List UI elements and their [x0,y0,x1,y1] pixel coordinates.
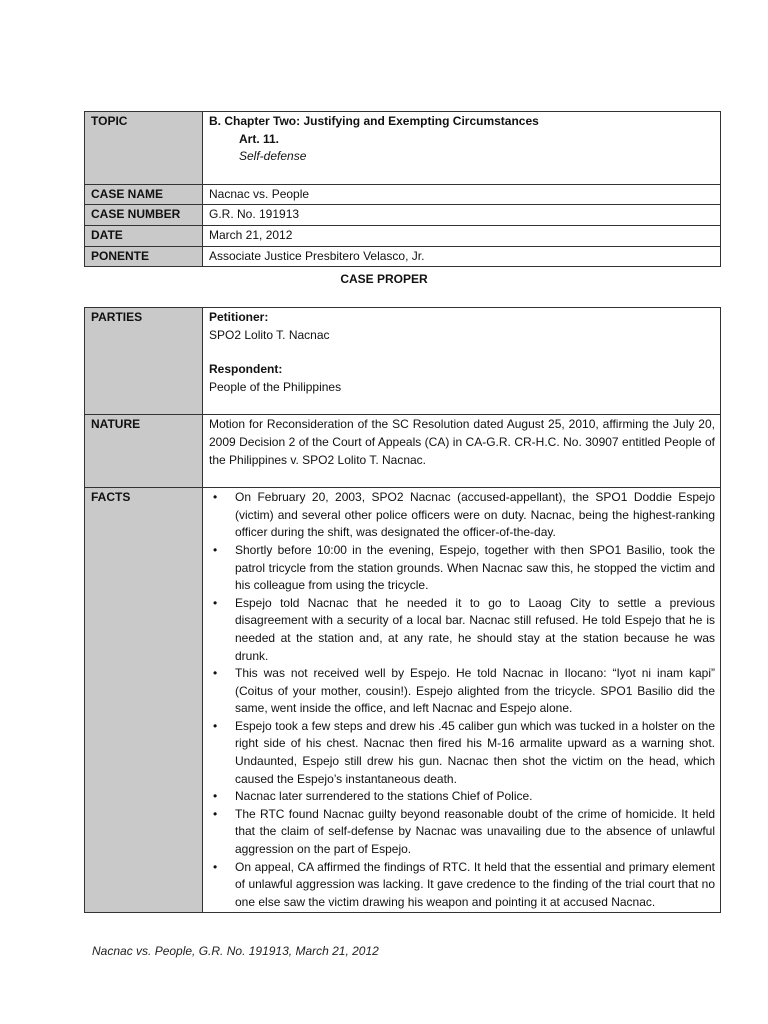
bullet-icon: • [213,859,218,874]
bullet-icon: • [213,806,218,821]
list-item [213,806,715,859]
list-item [213,665,715,718]
bullet-icon: • [213,789,218,804]
respondent-label: Respondent: [209,362,283,377]
bullet-icon: • [213,490,218,505]
bullet-icon: • [213,595,218,610]
list-item [213,595,715,665]
topic-chapter: B. Chapter Two: Justifying and Exempting Circumstances [209,114,539,128]
nature-value [203,415,721,488]
date-label: DATE [85,225,203,246]
nature-text: Motion for Reconsideration of the SC Resolution dated August 25, 2010, affirming the July 20, 2009 Decision 2 of the Court of Appeals (CA) in CA-G.R. CR-H.C. No. 30907 entitled People of the Philippines v. SPO2 Lolito T. Nacnac. [209,417,715,467]
ponente-row [85,246,721,267]
case-name-label: CASE NAME [85,184,203,205]
bullet-icon: • [213,542,218,557]
parties-row [85,308,721,415]
fact-text: Espejo took a few steps and drew his .45 caliber gun which was tucked in a holster on the right side of his chest. Nacnac then fired his M-16 armalite upward as a warning shot. Undaunted, Espejo still drew his gun. Nacnac then shot the victim on the head, which caused the Espejo’s instantaneous death. [235,718,715,786]
topic-spacer [209,166,715,183]
section-title: CASE PROPER [340,272,428,286]
ponente-label: PONENTE [85,246,203,267]
list-item [213,788,715,806]
facts-row [85,488,721,913]
case-name-row [85,184,721,205]
list-item [213,859,715,912]
fact-text: The RTC found Nacnac guilty beyond reasonable doubt of the crime of homicide. It held that the claim of self-defense by Nacnac was unavailing due to the absence of unlawful aggression on the part of Espejo. [235,806,715,857]
case-name-value: Nacnac vs. People [203,184,721,205]
fact-text: On appeal, CA affirmed the findings of RTC. It held that the essential and primary element of unlawful aggression was lacking. It gave credence to the finding of the trial court that no one else saw the victim drawing his weapon and pointing it at accused Nacnac. [235,859,715,909]
petitioner-label: Petitioner: [209,310,269,324]
fact-text: Espejo told Nacnac that he needed it to go to Laoag City to settle a previous disagreement with a security of a local bar. Nacnac still refused. He told Espejo that he is needed at the station and, at any rate, he should stay at the station because he was drunk. [235,595,715,663]
petitioner-value: SPO2 Lolito T. Nacnac [209,327,330,342]
parties-spacer [209,344,715,361]
topic-value [203,112,721,185]
parties-value [203,308,721,415]
topic-row [85,112,721,185]
bullet-icon: • [213,666,218,681]
fact-text: Nacnac later surrendered to the stations Chief of Police. [235,789,533,804]
list-item [213,542,715,595]
parties-bottom-spacer [209,396,715,413]
topic-label: TOPIC [85,112,203,185]
case-proper-table [84,307,721,913]
parties-label: PARTIES [85,308,203,415]
facts-value [203,488,721,913]
list-item [213,489,715,542]
respondent-value: People of the Philippines [209,379,342,394]
case-number-row [85,205,721,226]
case-number-value: G.R. No. 191913 [203,205,721,226]
facts-list [209,489,715,911]
list-item [213,718,715,788]
nature-row [85,415,721,488]
case-number-label: CASE NUMBER [85,205,203,226]
topic-article: Art. 11. [239,131,280,146]
page-footer: Nacnac vs. People, G.R. No. 191913, March 21, 2012 [92,944,379,958]
nature-label: NATURE [85,415,203,488]
fact-text: On February 20, 2003, SPO2 Nacnac (accused-appellant), the SPO1 Doddie Espejo (victim) and several other police officers were on duty. Nacnac, being the highest-ranking officer during the shift, was designated the officer-of-the-day. [235,490,715,540]
case-header-table [84,111,721,267]
bullet-icon: • [213,718,218,733]
date-row [85,225,721,246]
nature-spacer [209,469,715,486]
facts-label: FACTS [85,488,203,913]
topic-subject: Self-defense [239,149,307,164]
date-value: March 21, 2012 [203,225,721,246]
fact-text: Shortly before 10:00 in the evening, Espejo, together with then SPO1 Basilio, took the patrol tricycle from the station grounds. When Nacnac saw this, he stopped the victim and his colleague from using the tricycle. [235,542,715,593]
ponente-value: Associate Justice Presbitero Velasco, Jr. [203,246,721,267]
fact-text: This was not received well by Espejo. He told Nacnac in Ilocano: “Iyot ni inam kapi” (Coitus of your mother, cousin!). Espejo alighted from the tricycle. SPO1 Basilio did the same, went inside the office, and left Nacnac and Espejo alone. [235,666,715,716]
